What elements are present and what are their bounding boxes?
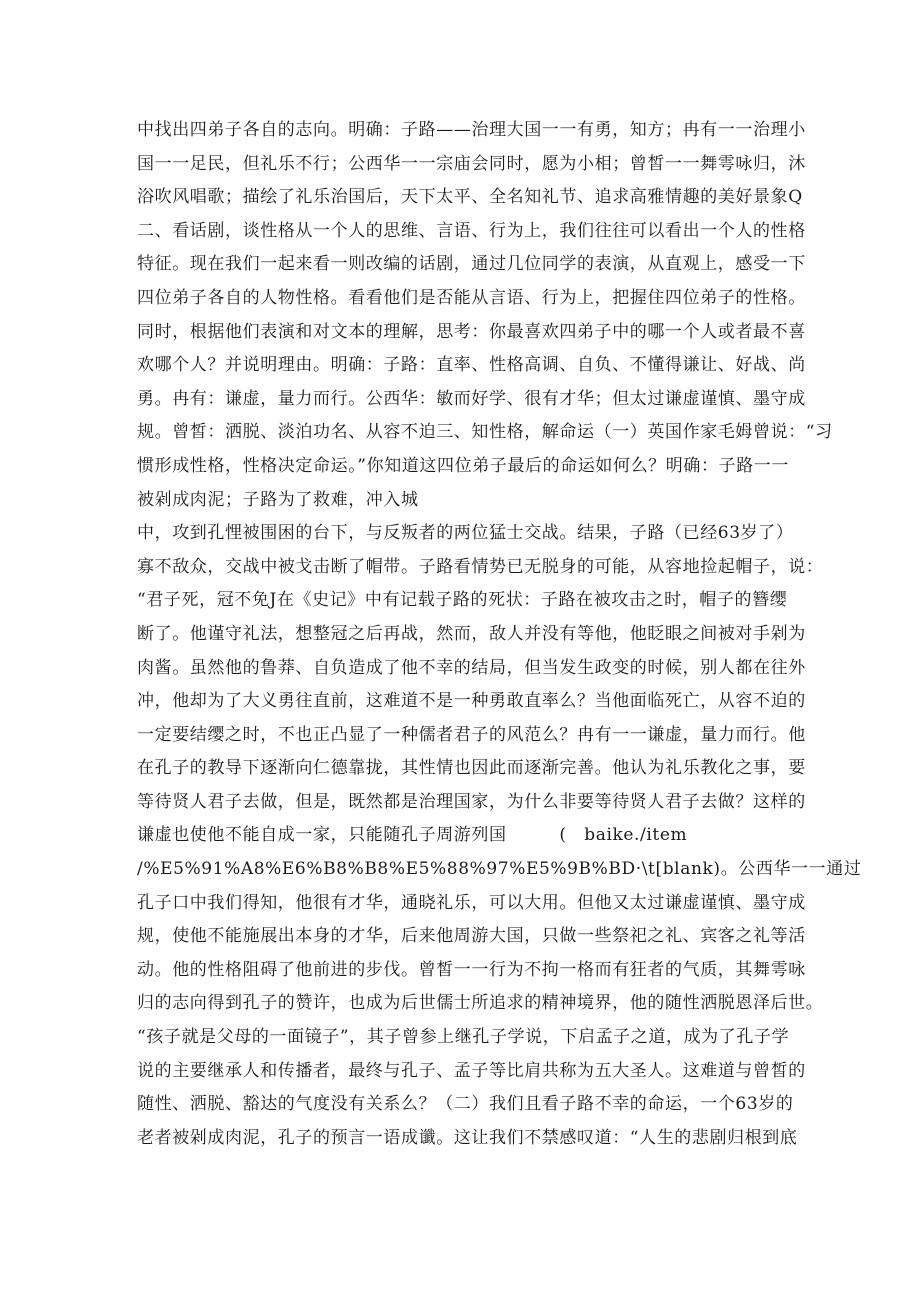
text-line: “孩子就是父母的一面镜子”，其子曾参上继孔子学说，下启孟子之道，成为了孔子学 [137, 1027, 790, 1048]
text-line: 一定要结缨之时，不也正凸显了一种儒者君子的风范么？冉有一一谦虚，量力而行。他 [137, 724, 806, 745]
text-line: 规。曾皙：洒脱、淡泊功名、从容不迫三、知性格，解命运（一）英国作家毛姆曾说：“习 [137, 422, 833, 443]
text-line: 寡不敌众，交战中被戈击断了帽带。子路看情势已无脱身的可能，从容地捡起帽子，说： [137, 556, 824, 577]
text-line: 老者被剁成肉泥，孔子的预言一语成谶。这让我们不禁感叹道：“人生的悲剧归根到底 [137, 1127, 798, 1148]
text-line: 中找出四弟子各自的志向。明确：子路——治理大国一一有勇，知方；冉有一一治理小 [137, 120, 806, 140]
text-line: 特征。现在我们一起来看一则改编的话剧，通过几位同学的表演，从直观上，感受一下 [137, 254, 806, 275]
text-line: 断了。他谨守礼法，想整冠之后再战，然而，敌人并没有等他，他眨眼之间被对手剁为 [137, 623, 806, 644]
text-line: 规，使他不能施展出本身的才华，后来他周游大国，只做一些祭祀之礼、宾客之礼等活 [137, 926, 806, 947]
text-line: 惯形成性格，性格决定命运。”你知道这四位弟子最后的命运如何么？明确：子路一一 [137, 455, 789, 476]
text-line: 勇。冉有：谦虚，量力而行。公西华：敏而好学、很有才华；但太过谦虚谨慎、墨守成 [137, 388, 806, 409]
text-line: 国一一足民，但礼乐不行；公西华一一宗庙会同时，愿为小相；曾皙一一舞雩咏归，沐 [137, 153, 806, 174]
text-line: 归的志向得到孔子的赞许，也成为后世儒士所追求的精神境界，他的随性洒脱恩泽后世。 [137, 993, 824, 1014]
text-line: “君子死，冠不免J在《史记》中有记载子路的死状：子路在被攻击之时，帽子的簪缨 [137, 590, 788, 611]
text-line: 二、看话剧，谈性格从一个人的思维、言语、行为上，我们往往可以看出一个人的性格 [137, 220, 806, 241]
text-line: 在孔子的教导下逐渐向仁德靠拢，其性情也因此而逐渐完善。他认为礼乐教化之事，要 [137, 758, 806, 779]
text-line: 等待贤人君子去做，但是，既然都是治理国家，为什么非要等待贤人君子去做？这样的 [137, 791, 806, 812]
text-line: 孔子口中我们得知，他很有才华，通晓礼乐，可以大用。但他又太过谦虚谨慎、墨守成 [137, 892, 806, 913]
text-line: 同时，根据他们表演和对文本的理解，思考：你最喜欢四弟子中的哪一个人或者最不喜 [137, 321, 806, 342]
text-line: 随性、洒脱、豁达的气度没有关系么？（二）我们且看子路不幸的命运，一个63岁的 [137, 1094, 794, 1115]
text-line: 被剁成肉泥；子路为了救难，冲入城 [137, 489, 419, 510]
text-line: 浴吹风唱歌；描绘了礼乐治国后，天下太平、全名知礼节、追求高雅情趣的美好景象Q [137, 187, 803, 208]
text-line: 冲，他却为了大义勇往直前，这难道不是一种勇敢直率么？当他面临死亡，从容不迫的 [137, 691, 806, 712]
body-text [137, 114, 862, 1155]
text-line: 欢哪个人？并说明理由。明确：子路：直率、性格高调、自负、不懂得谦让、好战、尚 [137, 355, 806, 376]
text-line: 说的主要继承人和传播者，最终与孔子、孟子等比肩共称为五大圣人。这难道与曾皙的 [137, 1060, 806, 1081]
text-line: 谦虚也使他不能自成一家，只能随孔子周游列国 ( baike./item [137, 825, 688, 846]
text-line: 动。他的性格阻碍了他前进的步伐。曾皙一一行为不拘一格而有狂者的气质，其舞雩咏 [137, 959, 806, 980]
text-line: 中，攻到孔悝被围困的台下，与反叛者的两位猛士交战。结果，子路（已经63岁了） [137, 523, 794, 544]
text-line: 四位弟子各自的人物性格。看看他们是否能从言语、行为上，把握住四位弟子的性格。 [137, 287, 806, 308]
text-line: 肉酱。虽然他的鲁莽、自负造成了他不幸的结局，但当发生政变的时候，别人都在往外 [137, 657, 806, 678]
text-line: /%E5%91%A8%E6%B8%B8%E5%88%97%E5%9B%BD·\t[blank)。公西华一一通过 [137, 859, 862, 880]
